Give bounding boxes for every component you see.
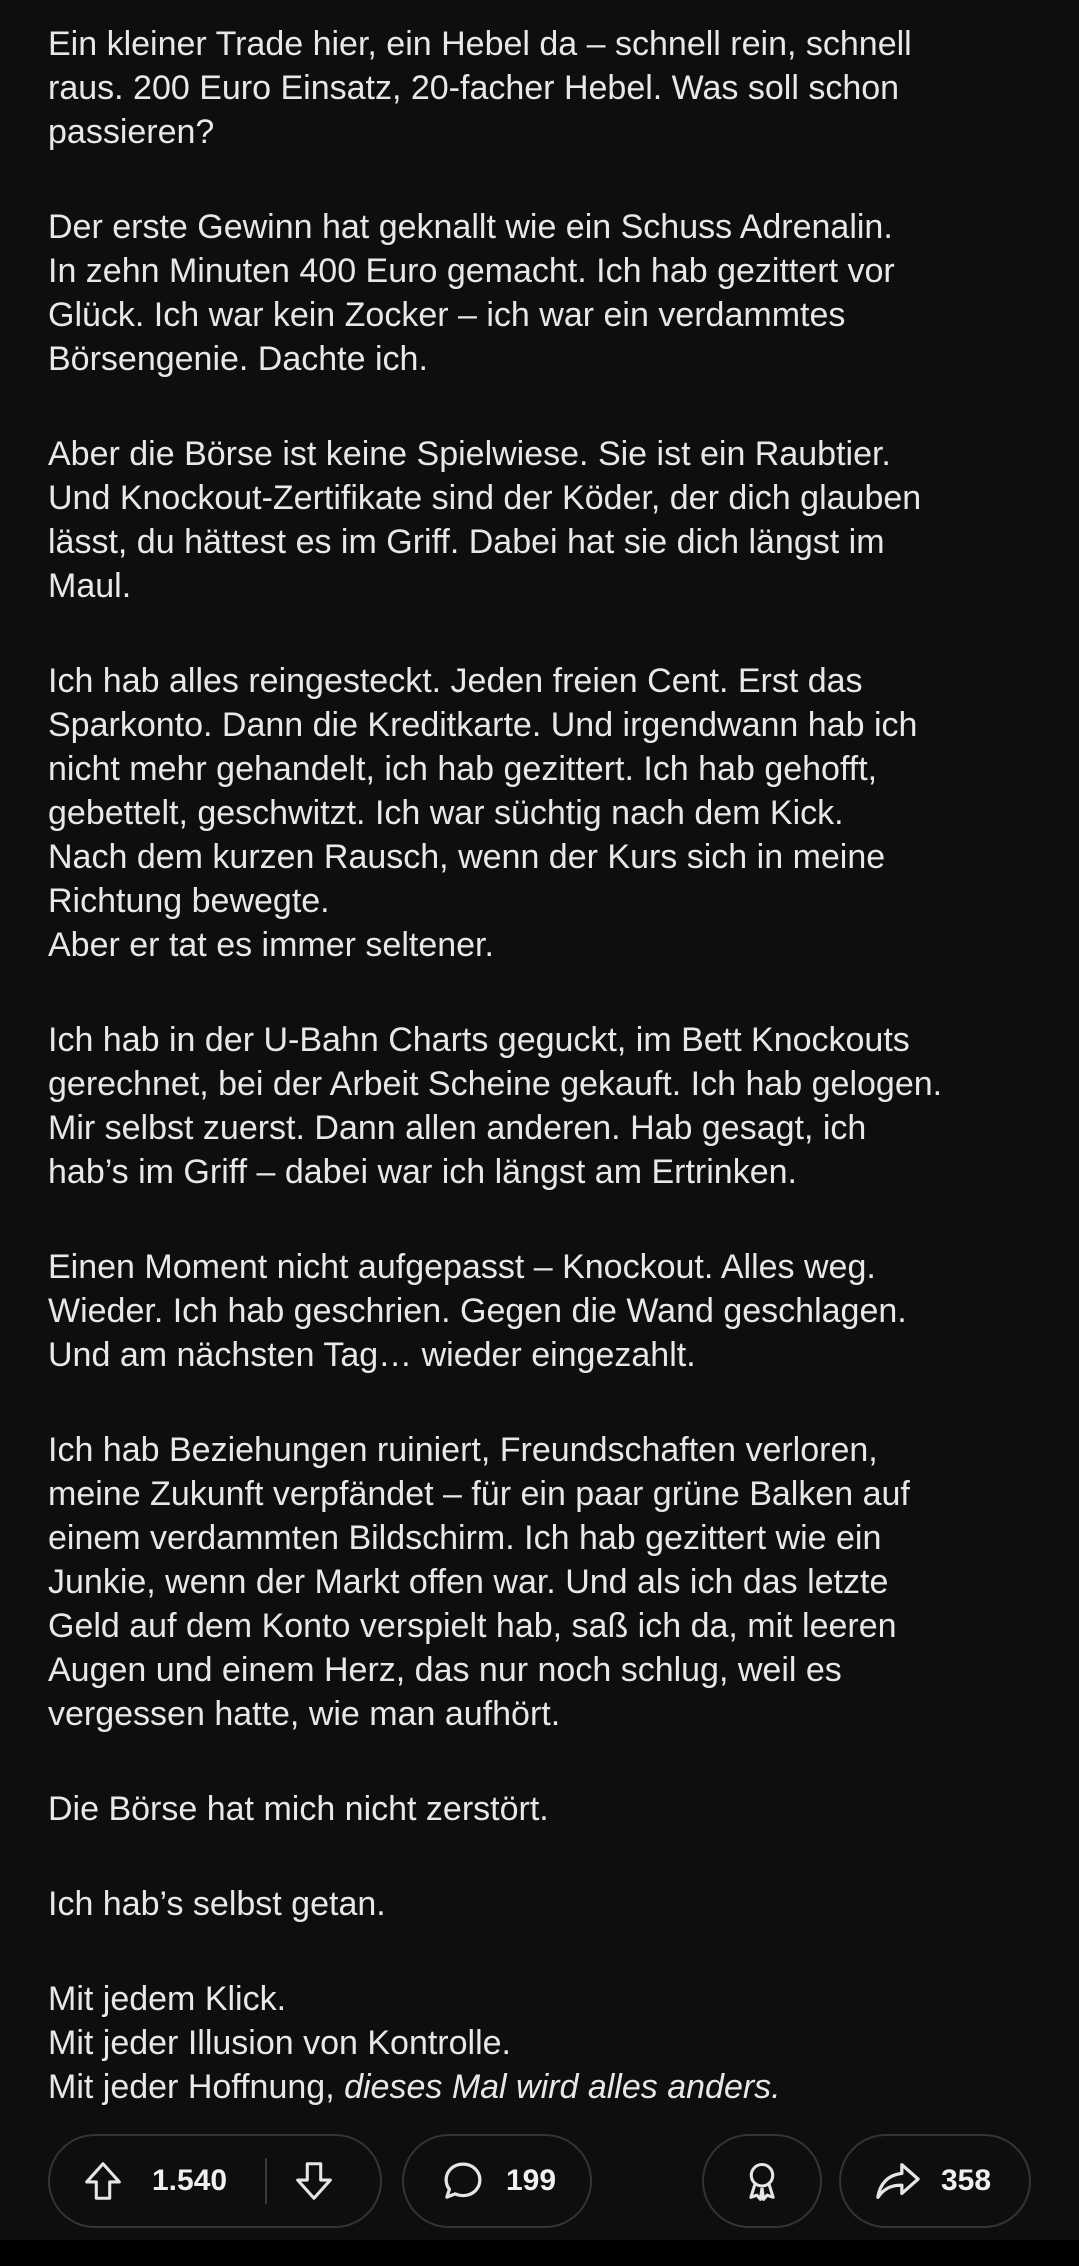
share-arrow-icon (873, 2158, 923, 2204)
post-text-line: Maul. (48, 567, 132, 605)
post-text-line: Ich hab alles reingesteckt. Jeden freien Cent. Erst das (48, 662, 863, 700)
last-line-prefix: Mit jeder Hoffnung, (48, 2068, 345, 2106)
post-text-line: nicht mehr gehandelt, ich hab gezittert. Ich hab gehofft, (48, 750, 878, 788)
post-text-line: Einen Moment nicht aufgepasst – Knockout. Alles weg. (48, 1248, 876, 1286)
post-text-line: Sparkonto. Dann die Kreditkarte. Und irgendwann hab ich (48, 706, 918, 744)
post-text-line: Börsengenie. Dachte ich. (48, 340, 428, 378)
award-button[interactable] (702, 2134, 822, 2228)
post-text-line: Augen und einem Herz, das nur noch schlug, weil es (48, 1651, 842, 1689)
post-text-line: Mit jedem Klick. (48, 1980, 287, 2018)
post-paragraph (48, 1882, 1038, 1926)
upvote-icon[interactable] (80, 2158, 126, 2204)
post-paragraph-final (48, 1977, 1038, 2109)
comment-bubble-icon (440, 2158, 486, 2204)
post-text-line: gebettelt, geschwitzt. Ich war süchtig nach dem Kick. (48, 794, 844, 832)
post-text-line: meine Zukunft verpfändet – für ein paar grüne Balken auf (48, 1475, 910, 1513)
post-text-line: Nach dem kurzen Rausch, wenn der Kurs sich in meine (48, 838, 886, 876)
post-text-line: raus. 200 Euro Einsatz, 20-facher Hebel. Was soll schon (48, 69, 900, 107)
post-text-line: Und am nächsten Tag… wieder eingezahlt. (48, 1336, 696, 1374)
post-action-bar (48, 2134, 1031, 2230)
post-paragraph (48, 432, 1038, 608)
post-paragraph (48, 205, 1038, 381)
post-text-line: Ich hab Beziehungen ruiniert, Freundschaften verloren, (48, 1431, 878, 1469)
share-button[interactable] (839, 2134, 1031, 2228)
bottom-strip (0, 2240, 1079, 2266)
comment-button[interactable] (402, 2134, 592, 2228)
post-text-line: hab’s im Griff – dabei war ich längst am Ertrinken. (48, 1153, 797, 1191)
vote-divider (265, 2158, 267, 2204)
post-body (48, 22, 1038, 2109)
share-count: 358 (941, 2164, 992, 2197)
post-text-line: Geld auf dem Konto verspielt hab, saß ich da, mit leeren (48, 1607, 897, 1645)
post-text-line: Glück. Ich war kein Zocker – ich war ein verdammtes (48, 296, 846, 334)
post-paragraph (48, 22, 1038, 154)
post-text-line: lässt, du hättest es im Griff. Dabei hat sie dich längst im (48, 523, 885, 561)
post-paragraph (48, 1018, 1038, 1194)
comment-count: 199 (506, 2164, 557, 2197)
post-text-line: einem verdammten Bildschirm. Ich hab gezittert wie ein (48, 1519, 882, 1557)
last-line-emphasis: dieses Mal wird alles anders. (344, 2068, 781, 2106)
post-text-line: Ich hab’s selbst getan. (48, 1885, 386, 1923)
post-text-line: Richtung bewegte. (48, 882, 330, 920)
post-text-line: Die Börse hat mich nicht zerstört. (48, 1790, 549, 1828)
post-paragraph (48, 1787, 1038, 1831)
downvote-icon[interactable] (291, 2158, 337, 2204)
post-paragraph (48, 1245, 1038, 1377)
post-text-line: Wieder. Ich hab geschrien. Gegen die Wand geschlagen. (48, 1292, 907, 1330)
upvote-count: 1.540 (152, 2164, 228, 2197)
post-text-line: passieren? (48, 113, 215, 151)
post-text-line-last (48, 2065, 1038, 2109)
post-paragraph (48, 659, 1038, 967)
award-ribbon-icon (739, 2158, 785, 2204)
post-text-line: Der erste Gewinn hat geknallt wie ein Schuss Adrenalin. (48, 208, 893, 246)
post-text-line: In zehn Minuten 400 Euro gemacht. Ich hab gezittert vor (48, 252, 895, 290)
post-text-line: Aber die Börse ist keine Spielwiese. Sie ist ein Raubtier. (48, 435, 891, 473)
post-text-line: Aber er tat es immer seltener. (48, 926, 494, 964)
post-text-line: vergessen hatte, wie man aufhört. (48, 1695, 561, 1733)
post-text-line: gerechnet, bei der Arbeit Scheine gekauft. Ich hab gelogen. (48, 1065, 943, 1103)
post-text-line: Ein kleiner Trade hier, ein Hebel da – schnell rein, schnell (48, 25, 912, 63)
post-paragraph (48, 1428, 1038, 1736)
post-text-line: Junkie, wenn der Markt offen war. Und als ich das letzte (48, 1563, 889, 1601)
post-text-line: Mir selbst zuerst. Dann allen anderen. Hab gesagt, ich (48, 1109, 867, 1147)
post-text-line: Und Knockout-Zertifikate sind der Köder, der dich glauben (48, 479, 922, 517)
post-text-line: Mit jeder Illusion von Kontrolle. (48, 2024, 512, 2062)
post-text-line: Ich hab in der U-Bahn Charts geguckt, im Bett Knockouts (48, 1021, 910, 1059)
vote-group (48, 2134, 382, 2228)
